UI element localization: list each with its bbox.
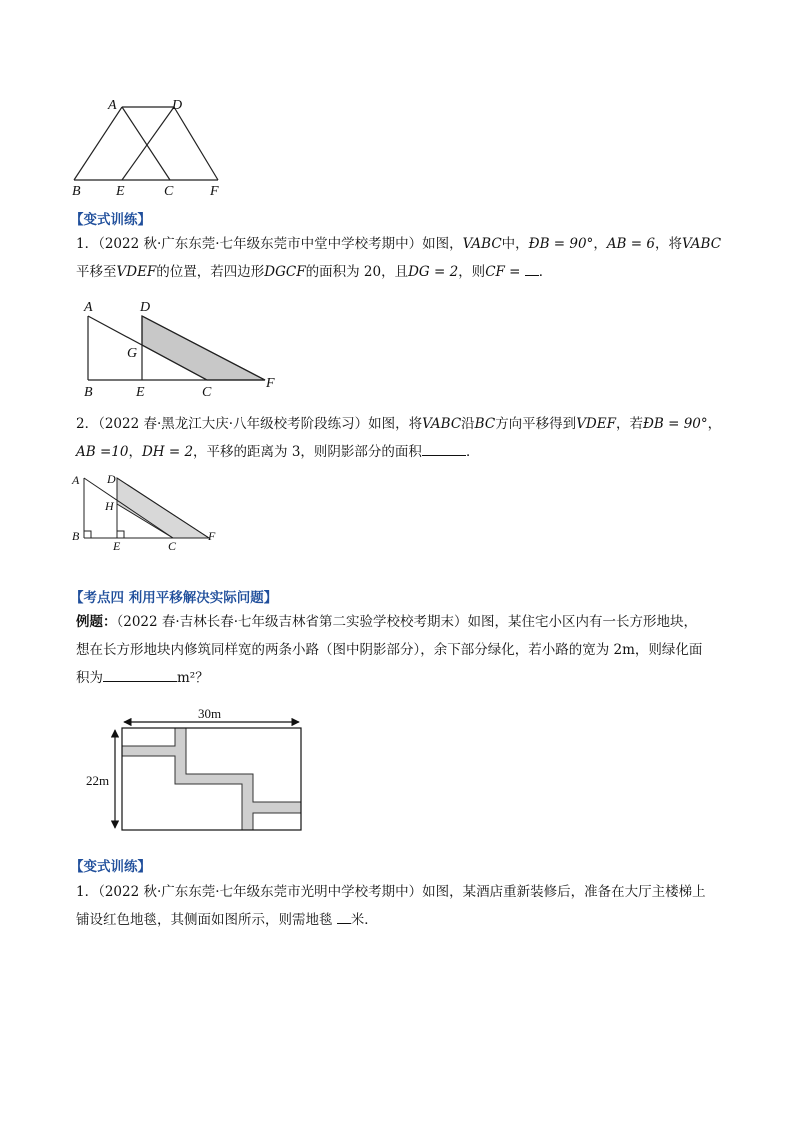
label-f: F [266, 376, 275, 391]
math-quad: DGCF [264, 264, 306, 280]
figure-q2-translation [70, 468, 230, 552]
label-f: F [210, 184, 219, 199]
question-text: ． [538, 264, 553, 280]
label-a: A [72, 473, 80, 487]
label-f: F [208, 529, 216, 543]
math-dh: DH = 2 [141, 444, 194, 460]
math-angle: ÐB = 90° [528, 236, 594, 252]
question-text: （2022 秋·广东东莞·七年级东莞市光明中学校考期中）如图，某酒店重新装修后，准备在大厅主楼梯上 [98, 884, 706, 900]
question-text: ， [128, 444, 142, 460]
answer-blank[interactable] [337, 909, 351, 924]
path-horizontal-3 [242, 802, 301, 813]
label-a: A [84, 300, 93, 315]
example-text: （2022 春·吉林长春·七年级吉林省第二实验学校校考期末）如图，某住宅小区内有一长方形地块， [116, 614, 697, 630]
math-bc: BC [474, 416, 496, 432]
question-text: ， [593, 236, 607, 252]
question-text: ， [707, 416, 722, 432]
section-heading-variant-1: 【变式训练】 [70, 212, 151, 228]
question-text: 中， [501, 236, 529, 252]
question-3-line-1 [76, 878, 706, 906]
question-text: 米． [350, 912, 378, 928]
example-text: m²？ [177, 670, 209, 686]
math-angle: ÐB = 90° [642, 416, 708, 432]
math-triangle: VDEF [576, 416, 616, 432]
answer-blank[interactable] [422, 441, 466, 456]
right-angle-mark-e [117, 531, 124, 538]
question-text: 沿 [461, 416, 475, 432]
question-3-line-2 [76, 906, 378, 934]
label-c: C [164, 184, 174, 199]
example-line-2 [76, 636, 702, 664]
question-text: ，平移的距离为 3，则阴影部分的面积 [193, 444, 422, 460]
example-text: 想在长方形地块内修筑同样宽的两条小路（图中阴影部分），余下部分绿化，若小路的宽为 2m，则绿化面 [76, 642, 703, 658]
label-d: D [172, 98, 183, 113]
math-ab: AB =10 [76, 444, 129, 460]
label-e: E [113, 539, 121, 552]
figure-land-paths [80, 702, 310, 842]
math-ab: AB = 6 [606, 236, 655, 252]
label-b: B [84, 385, 93, 400]
math-triangle: VDEF [116, 264, 157, 280]
figure-trapezoid [66, 92, 236, 202]
question-2-line-2 [76, 438, 479, 466]
question-text: 铺设红色地毯，其侧面如图所示，则需地毯 [76, 912, 333, 928]
question-text: ． [465, 444, 480, 460]
question-text: 方向平移得到 [495, 416, 577, 432]
label-h: H [105, 499, 114, 513]
label-c: C [168, 539, 177, 552]
question-1-line-2 [76, 258, 552, 286]
question-text: 平移至 [76, 264, 117, 280]
label-a: A [108, 98, 117, 113]
example-line-3 [76, 664, 209, 692]
question-text: 的面积为 20，且 [305, 264, 409, 280]
math-triangle: VABC [462, 236, 502, 252]
figure-q1-translation [76, 296, 286, 400]
question-text: （2022 春·黑龙江大庆·八年级校考阶段练习）如图，将 [98, 416, 423, 432]
height-label: 22m [86, 773, 110, 788]
segment-df [174, 107, 218, 180]
question-2-line-1 [76, 410, 721, 438]
question-number: 1． [76, 236, 99, 252]
question-text: ，则 [458, 264, 486, 280]
label-g: G [127, 346, 138, 361]
question-text: ，若 [615, 416, 643, 432]
path-horizontal-1 [122, 746, 175, 756]
math-triangle: VABC [422, 416, 462, 432]
section-heading-variant-2: 【变式训练】 [70, 859, 151, 875]
label-b: B [72, 529, 80, 543]
right-angle-mark-b [84, 531, 91, 538]
label-e: E [116, 184, 125, 199]
segment-ab [74, 107, 122, 180]
question-1-line-1 [76, 230, 721, 258]
label-e: E [136, 385, 145, 400]
question-text: 的位置，若四边形 [156, 264, 265, 280]
math-dg: DG = 2 [408, 264, 459, 280]
answer-blank[interactable] [525, 261, 539, 276]
label-c: C [202, 385, 212, 400]
question-text: ，将 [654, 236, 682, 252]
question-text: （2022 秋·广东东莞·七年级东莞市中堂中学校考期中）如图， [98, 236, 463, 252]
example-text: 积为 [76, 670, 103, 686]
math-triangle: VABC [681, 236, 722, 252]
label-d: D [140, 300, 151, 315]
question-number: 2． [76, 416, 99, 432]
width-label: 30m [198, 706, 222, 721]
label-d: D [107, 472, 116, 486]
example-label: 例题： [76, 614, 117, 630]
answer-blank[interactable] [103, 667, 177, 682]
label-b: B [72, 184, 81, 199]
question-number: 1． [76, 884, 99, 900]
math-cf: CF = [485, 264, 521, 280]
section-heading-topic-4: 【考点四 利用平移解决实际问题】 [70, 590, 278, 606]
path-horizontal-2 [175, 774, 253, 784]
example-line-1 [76, 608, 697, 636]
